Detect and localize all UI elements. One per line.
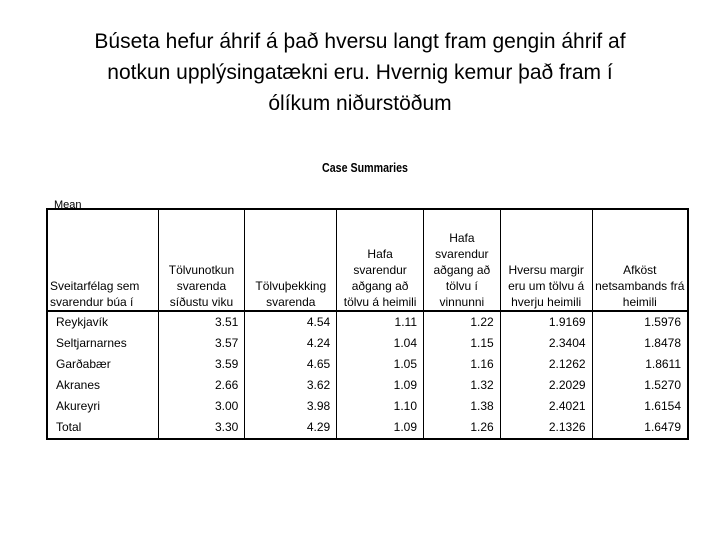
slide-title-line: notkun upplýsingatækni eru. Hvernig kemur það fram í: [107, 61, 613, 84]
table-row: [47, 311, 688, 333]
row-label: Akranes: [47, 375, 158, 396]
row-label: Seltjarnarnes: [47, 333, 158, 354]
table-cell: 1.38: [424, 396, 501, 417]
table-row: [47, 396, 688, 417]
table-cell: 4.65: [245, 354, 337, 375]
statistic-label: Mean: [54, 199, 82, 209]
table-cell: 1.11: [337, 311, 424, 333]
row-label: Garðabær: [47, 354, 158, 375]
table-cell: 2.1326: [500, 417, 592, 439]
table-cell: 3.30: [158, 417, 245, 439]
table-cell: 1.09: [337, 417, 424, 439]
table-cell: 1.8611: [592, 354, 688, 375]
slide-title: [30, 26, 690, 119]
column-header-computer-knowledge: Tölvuþekking svarenda: [245, 209, 337, 311]
table-cell: 4.54: [245, 311, 337, 333]
table-cell: 1.5976: [592, 311, 688, 333]
column-header-home-access: Hafa svarendur aðgang að tölvu á heimili: [337, 209, 424, 311]
table-cell: 1.16: [424, 354, 501, 375]
table-cell: 2.1262: [500, 354, 592, 375]
table-row: [47, 354, 688, 375]
table-cell: 1.05: [337, 354, 424, 375]
table-cell: 1.09: [337, 375, 424, 396]
table-cell: 3.59: [158, 354, 245, 375]
table-cell: 3.00: [158, 396, 245, 417]
table-cell: 4.24: [245, 333, 337, 354]
table-row-total: [47, 417, 688, 439]
table-cell: 1.26: [424, 417, 501, 439]
column-header-users-per-computer: Hversu margir eru um tölvu á hverju heimili: [500, 209, 592, 311]
table-cell: 2.66: [158, 375, 245, 396]
table-cell: 1.6479: [592, 417, 688, 439]
table-row: [47, 375, 688, 396]
table-cell: 3.51: [158, 311, 245, 333]
row-label: Akureyri: [47, 396, 158, 417]
table-caption: Case Summaries: [322, 160, 408, 175]
column-header-work-access: Hafa svarendur aðgang að tölvu í vinnunni: [424, 209, 501, 311]
table-cell: 1.04: [337, 333, 424, 354]
table-cell: 1.10: [337, 396, 424, 417]
slide-title-line: ólíkum niðurstöðum: [268, 92, 452, 115]
table-cell: 2.4021: [500, 396, 592, 417]
table-cell: 1.22: [424, 311, 501, 333]
table-cell: 3.57: [158, 333, 245, 354]
slide-title-line: Búseta hefur áhrif á það hversu langt fram gengin áhrif af: [94, 30, 626, 53]
table-cell: 2.2029: [500, 375, 592, 396]
case-summaries-table: [46, 208, 689, 440]
table-cell: 3.98: [245, 396, 337, 417]
column-header-connection-speed: Afköst netsambands frá heimili: [592, 209, 688, 311]
table-cell: 1.8478: [592, 333, 688, 354]
table-cell: 1.9169: [500, 311, 592, 333]
table-cell: 1.32: [424, 375, 501, 396]
column-header-computer-use: Tölvunotkun svarenda síðustu viku: [158, 209, 245, 311]
table-header-row: [47, 209, 688, 311]
table-row: [47, 333, 688, 354]
table-cell: 4.29: [245, 417, 337, 439]
table-cell: 2.3404: [500, 333, 592, 354]
column-header-municipality: Sveitarfélag sem svarendur búa í: [47, 209, 158, 311]
table-cell: 1.6154: [592, 396, 688, 417]
row-label: Total: [47, 417, 158, 439]
table-cell: 1.15: [424, 333, 501, 354]
table-cell: 3.62: [245, 375, 337, 396]
row-label: Reykjavík: [47, 311, 158, 333]
table-cell: 1.5270: [592, 375, 688, 396]
